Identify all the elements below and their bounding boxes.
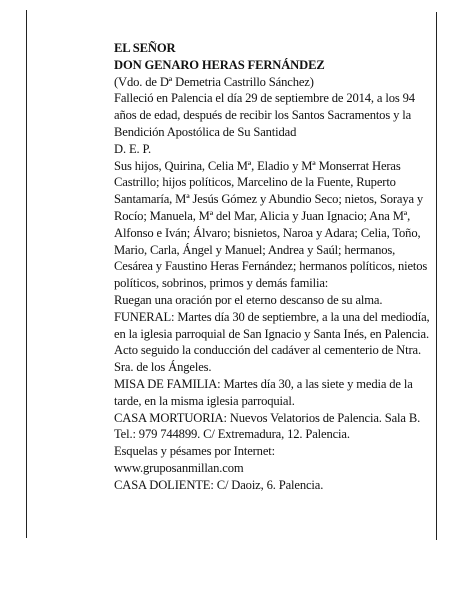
- website-link[interactable]: www.gruposanmillan.com: [114, 460, 244, 475]
- mourning-house: CASA DOLIENTE: C/ Daoiz, 6. Palencia.: [114, 477, 324, 492]
- family-mass-details: MISA DE FAMILIA: Martes día 30, a las siete y media de la tarde, en la misma iglesia parroquial.: [114, 376, 413, 408]
- widower-note: (Vdo. de Dª Demetria Castrillo Sánchez): [114, 74, 314, 89]
- family-list: Sus hijos, Quirina, Celia Mª, Eladio y Mª Monserrat Heras Castrillo; hijos políticos, Marcelino de la Fuente, Ruperto Santamaría, Mª Jesús Gómez y Abundio Seco; nietos, Soraya y Rocío; Manuela, Mª del Mar, Alicia y Juan Ignacio; Ana Mª, Alfonso e Iván; Álvaro; bisnietos, Naroa y Adara; Celia, Toño, Mario, Carla, Ángel y Manuel; Andrea y Saúl; hermanos, Cesárea y Faustino Heras Fernández; hermanos políticos, nietos políticos, sobrinos, primos y demás familia:: [114, 158, 428, 291]
- funeral-details: FUNERAL: Martes día 30 de septiembre, a la una del mediodía, en la iglesia parroquial de San Ignacio y Santa Inés, en Palencia. Acto seguido la conducción del cadáver al cementerio de Ntra. Sra. de los Ángeles.: [114, 309, 430, 375]
- rest-in-peace: D. E. P.: [114, 141, 151, 156]
- internet-label: Esquelas y pésames por Internet:: [114, 444, 275, 459]
- prayer-request: Ruegan una oración por el eterno descanso de su alma.: [114, 292, 383, 307]
- death-notice: Falleció en Palencia el día 29 de septiembre de 2014, a los 94 años de edad, después de recibir los Santos Sacramentos y la Bendición Apostólica de Su Santidad: [114, 91, 415, 139]
- obituary-notice: [114, 40, 430, 494]
- left-border-line: [26, 10, 27, 538]
- mortuary-details: CASA MORTUORIA: Nuevos Velatorios de Palencia. Sala B. Tel.: 979 744899. C/ Extremadura, 12. Palencia.: [114, 410, 421, 442]
- right-border-line: [436, 12, 437, 540]
- deceased-name: DON GENARO HERAS FERNÁNDEZ: [114, 57, 325, 72]
- title-line-1: EL SEÑOR: [114, 41, 176, 55]
